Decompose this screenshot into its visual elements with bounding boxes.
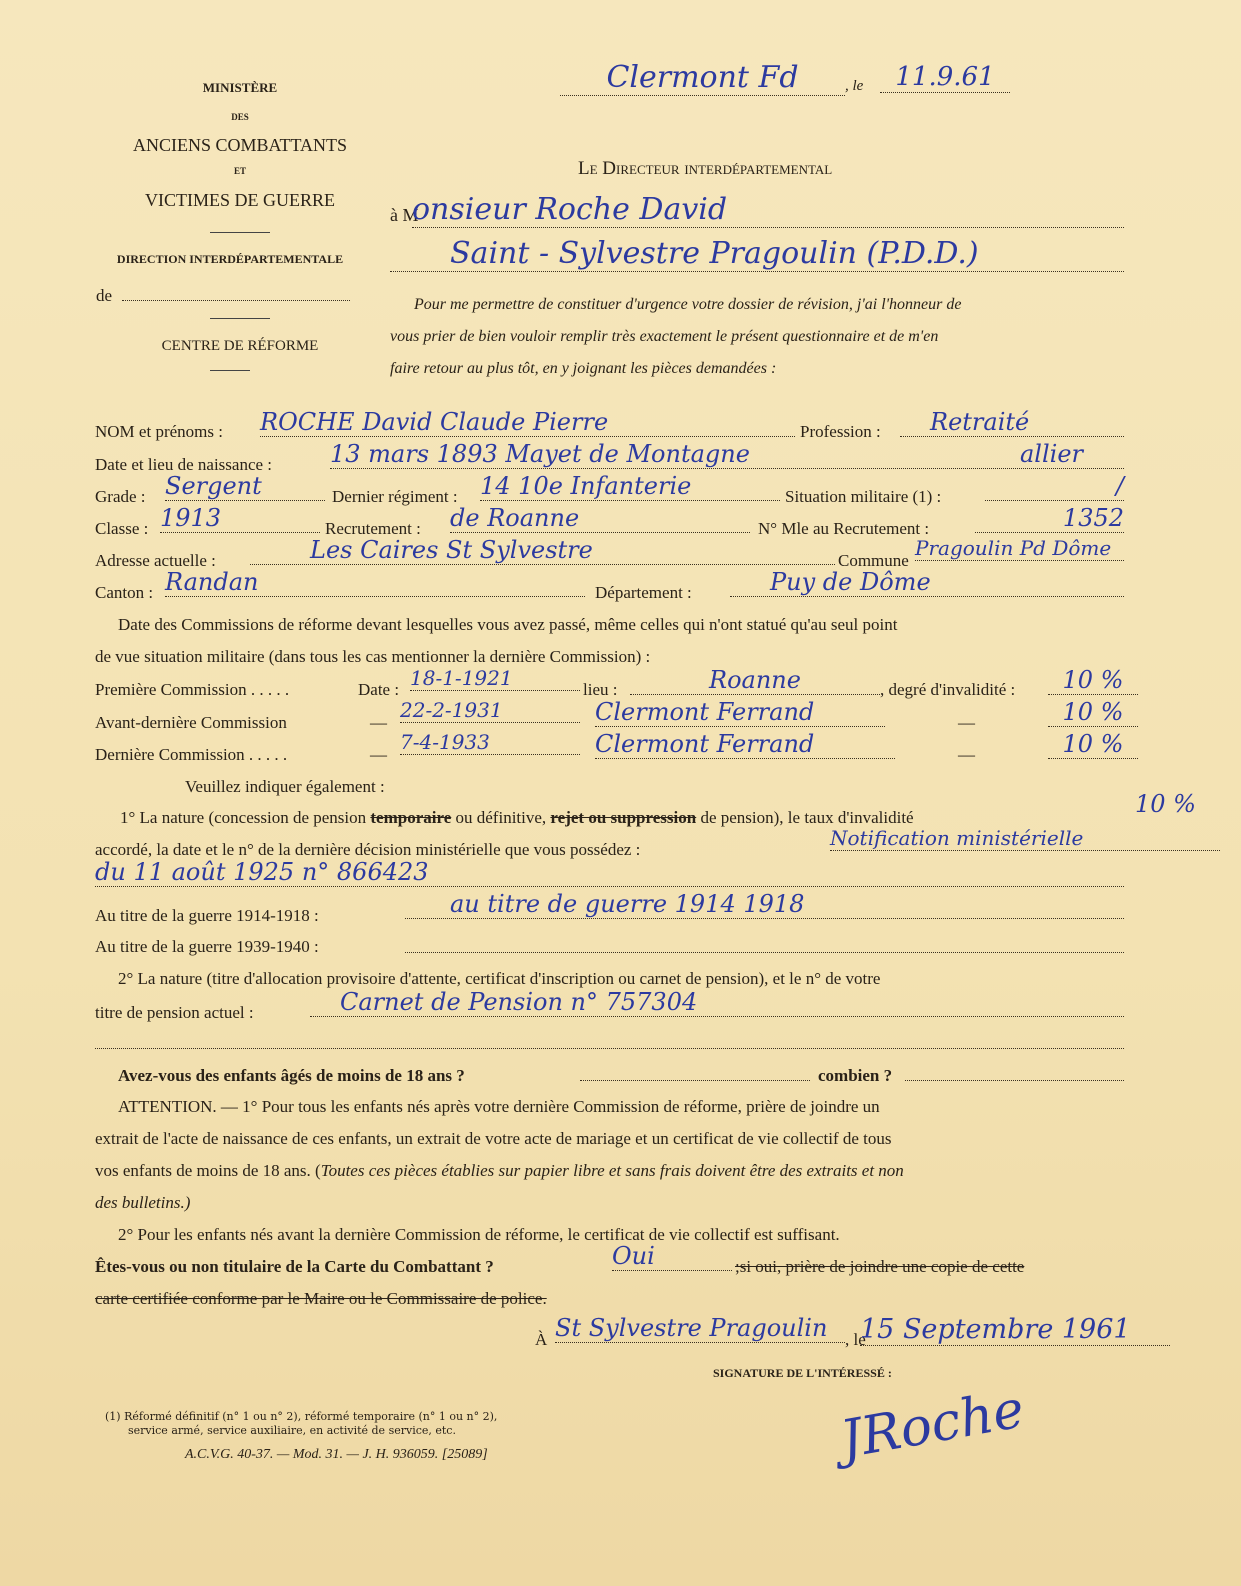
struck-text: carte certifiée conforme par le Maire ou le Commissaire de police.: [95, 1289, 547, 1308]
ministry-line: VICTIMES DE GUERRE: [145, 190, 335, 210]
commission-degre-field[interactable]: 10 %: [1048, 666, 1138, 695]
commission-label: Avant-dernière Commission: [95, 713, 287, 732]
carte-label: Êtes-vous ou non titulaire de la Carte du Combattant ?: [95, 1257, 494, 1276]
departement-field[interactable]: Puy de Dôme: [730, 568, 1124, 597]
direction-label: DIRECTION INTERDÉPARTEMENTALE: [116, 252, 344, 266]
adresse-field[interactable]: Les Caires St Sylvestre: [250, 536, 835, 565]
attention-text: des bulletins.): [95, 1193, 191, 1212]
commune-field[interactable]: Pragoulin Pd Dôme: [915, 536, 1124, 561]
intro-line: Pour me permettre de constituer d'urgence votre dossier de révision, j'ai l'honneur de: [414, 296, 962, 313]
q1-text: 1° La nature (concession de pension: [120, 808, 371, 827]
recipient-name-field[interactable]: onsieur Roche David: [412, 192, 1124, 228]
signature-date-field[interactable]: 15 Septembre 1961: [860, 1314, 1170, 1346]
recrutement-field[interactable]: de Roanne: [450, 504, 750, 533]
guerre-1914-label: Au titre de la guerre 1914-1918 :: [95, 906, 319, 925]
veuillez-label: Veuillez indiquer également :: [185, 777, 385, 796]
footnote: service armé, service auxiliaire, en activité de service, etc.: [128, 1424, 456, 1437]
date-field[interactable]: 11.9.61: [880, 62, 1010, 93]
guerre-1939-field[interactable]: [405, 952, 1124, 953]
form-reference: A.C.V.G. 40-37. — Mod. 31. — J. H. 936059. [25089]: [185, 1447, 488, 1462]
recrutement-label: Recrutement :: [325, 519, 421, 538]
enfants-label: Avez-vous des enfants âgés de moins de 18 ans ?: [118, 1066, 465, 1085]
a-label: À: [535, 1330, 548, 1349]
q2-text: titre de pension actuel :: [95, 1003, 254, 1022]
commission-lieu-field[interactable]: Clermont Ferrand: [595, 730, 895, 759]
naissance-value: 13 mars 1893 Mayet de Montagne: [330, 440, 750, 468]
attention-text: extrait de l'acte de naissance de ces enfants, un extrait de votre acte de mariage et un certificat de vie collectif de tous: [95, 1129, 892, 1148]
to-label: à M: [390, 205, 419, 225]
le-label: , le: [845, 78, 864, 94]
titre-pension-field-continued[interactable]: [95, 1048, 1124, 1049]
commune-label: Commune: [838, 551, 909, 570]
commissions-intro: Date des Commissions de réforme devant lesquelles vous avez passé, même celles qui n'ont statué qu'au seul point: [118, 615, 898, 634]
degre-label: —: [958, 713, 975, 732]
divider: [210, 318, 270, 319]
naissance-label: Date et lieu de naissance :: [95, 455, 273, 474]
guerre-1914-field[interactable]: au titre de guerre 1914 1918: [405, 890, 1124, 919]
decision-field[interactable]: Notification ministérielle: [830, 826, 1220, 851]
decision-field-continued[interactable]: du 11 août 1925 n° 866423: [95, 858, 1124, 887]
commission-label: Dernière Commission . . . . .: [95, 745, 288, 764]
date-label: Date :: [358, 680, 400, 699]
combien-field[interactable]: [905, 1080, 1124, 1081]
q1-text: accordé, la date et le n° de la dernière décision ministérielle que vous possédez :: [95, 840, 641, 859]
commission-date-field[interactable]: 22-2-1931: [400, 698, 580, 723]
ministry-line: MINISTÈRE: [202, 80, 278, 95]
departement-label: Département :: [595, 583, 692, 602]
classe-field[interactable]: 1913: [160, 504, 320, 533]
q1-line: [120, 808, 914, 828]
naissance-dept-value: allier: [1020, 440, 1084, 468]
divider: [210, 232, 270, 233]
ministry-line: ET: [233, 166, 246, 176]
canton-field[interactable]: Randan: [165, 568, 585, 597]
intro-line: faire retour au plus tôt, en y joignant les pièces demandées :: [390, 360, 777, 377]
signature-place-field[interactable]: St Sylvestre Pragoulin: [555, 1314, 845, 1343]
ministry-line: ANCIENS COMBATTANTS: [132, 135, 348, 155]
regiment-label: Dernier régiment :: [332, 487, 458, 506]
avant-text: 2° Pour les enfants nés avant la dernière Commission de réforme, le certificat de vie collectif est suffisant.: [118, 1225, 840, 1244]
degre-label: , degré d'invalidité :: [880, 680, 1016, 699]
profession-field[interactable]: Retraité: [900, 408, 1124, 437]
attention-text-part: vos enfants de moins de 18 ans. (: [95, 1161, 321, 1180]
enfants-field[interactable]: [580, 1080, 810, 1081]
classe-label: Classe :: [95, 519, 149, 538]
centre-label: CENTRE DE RÉFORME: [161, 338, 319, 354]
q1-struck-rejet: rejet ou suppression: [550, 808, 697, 827]
q1-text: de pension), le taux d'invalidité: [696, 808, 914, 827]
attention-text: ATTENTION. — 1° Pour tous les enfants nés après votre dernière Commission de réforme, prière de joindre un: [118, 1097, 880, 1116]
situation-field[interactable]: /: [985, 472, 1124, 501]
recipient-address-field[interactable]: Saint - Sylvestre Pragoulin (P.D.D.): [390, 236, 1124, 272]
place-field[interactable]: Clermont Fd: [560, 60, 845, 96]
struck-text: ;si oui, prière de joindre une copie de cette: [735, 1257, 1025, 1276]
signature: JRoche: [836, 1379, 1029, 1471]
nom-field[interactable]: ROCHE David Claude Pierre: [260, 408, 795, 437]
matricule-label: N° Mle au Recrutement :: [758, 519, 930, 538]
q2-text: 2° La nature (titre d'allocation provisoire d'attente, certificat d'inscription ou carnet de pension), et le n° de votre: [118, 969, 881, 988]
commission-date-field[interactable]: 7-4-1933: [400, 730, 580, 755]
titre-pension-field[interactable]: Carnet de Pension n° 757304: [310, 988, 1124, 1017]
commission-lieu-field[interactable]: Clermont Ferrand: [595, 698, 885, 727]
adresse-label: Adresse actuelle :: [95, 551, 216, 570]
attention-italic: Toutes ces pièces établies sur papier libre et sans frais doivent être des extraits et non: [320, 1161, 904, 1180]
commissions-intro: de vue situation militaire (dans tous les cas mentionner la dernière Commission) :: [95, 647, 651, 666]
commission-degre-field[interactable]: 10 %: [1048, 698, 1138, 727]
canton-label: Canton :: [95, 583, 154, 602]
director-title: Le Directeur interdépartemental: [578, 158, 833, 179]
le-label: , le: [845, 1330, 866, 1349]
date-label: —: [370, 745, 387, 764]
de-field[interactable]: [122, 300, 350, 301]
lieu-label: lieu :: [583, 680, 618, 699]
nom-label: NOM et prénoms :: [95, 422, 223, 441]
intro-line: vous prier de bien vouloir remplir très exactement le présent questionnaire et de m'en: [390, 328, 939, 345]
commission-lieu-field[interactable]: Roanne: [630, 666, 880, 695]
commission-degre-field[interactable]: 10 %: [1048, 730, 1138, 759]
carte-field[interactable]: Oui: [612, 1242, 732, 1271]
divider: [210, 370, 250, 371]
commission-label: Première Commission . . . . .: [95, 680, 290, 699]
q1-text: ou définitive,: [451, 808, 551, 827]
situation-label: Situation militaire (1) :: [785, 487, 942, 506]
taux-field[interactable]: 10 %: [1135, 790, 1196, 818]
ministry-line: DES: [231, 112, 249, 122]
guerre-1939-label: Au titre de la guerre 1939-1940 :: [95, 937, 319, 956]
profession-label: Profession :: [800, 422, 881, 441]
commission-date-field[interactable]: 18-1-1921: [410, 666, 580, 691]
attention-text: [95, 1161, 904, 1181]
regiment-field[interactable]: 14 10e Infanterie: [480, 472, 780, 501]
q1-struck-temporaire: temporaire: [370, 808, 452, 827]
matricule-field[interactable]: 1352: [975, 504, 1124, 533]
signature-label: SIGNATURE DE L'INTÉRESSÉ :: [713, 1366, 892, 1380]
grade-field[interactable]: Sergent: [165, 472, 325, 501]
footnote: (1) Réformé définitif (n° 1 ou n° 2), réformé temporaire (n° 1 ou n° 2),: [105, 1410, 498, 1423]
grade-label: Grade :: [95, 487, 146, 506]
combien-label: combien ?: [818, 1066, 893, 1085]
date-label: —: [370, 713, 387, 732]
naissance-field[interactable]: [330, 440, 1124, 469]
degre-label: —: [958, 745, 975, 764]
de-label: de: [96, 286, 113, 305]
